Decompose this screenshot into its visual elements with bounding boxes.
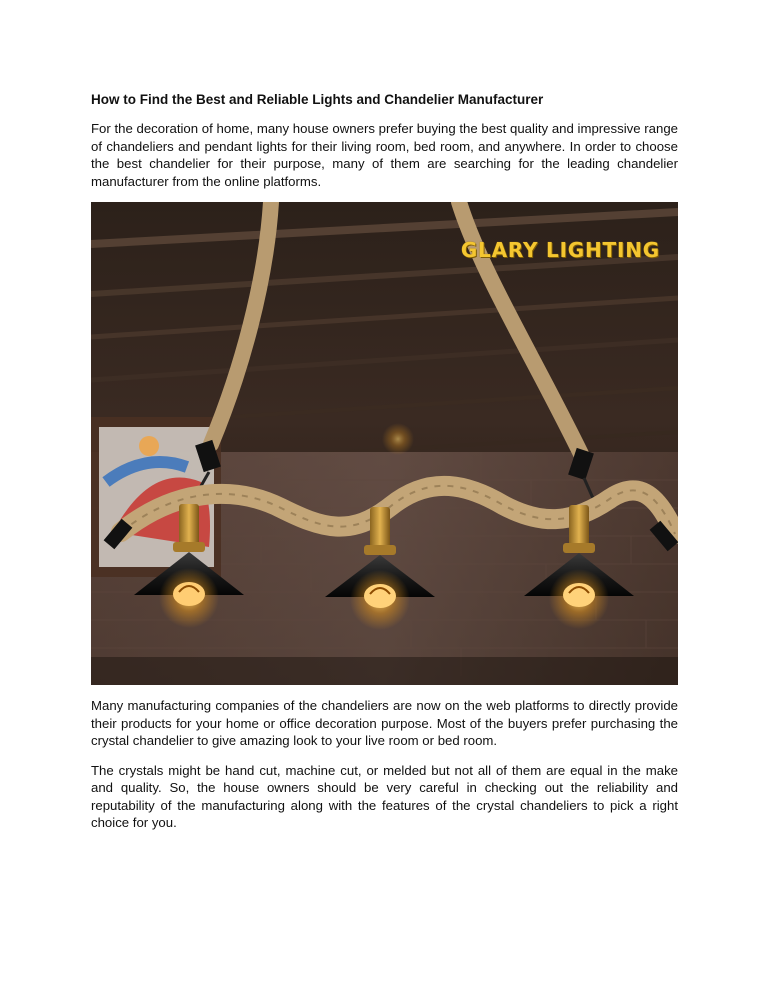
chandelier-illustration — [91, 202, 678, 685]
intro-paragraph: For the decoration of home, many house owners prefer buying the best quality and impressive range of chandeliers and pendant lights for their living room, bed room, and anywhere. In order to choose the best chandelier for their purpose, many of them are searching for the leading chandelier manufacturer from the online platforms. — [91, 121, 678, 189]
chandelier-photo — [91, 202, 678, 685]
crystals-paragraph: The crystals might be hand cut, machine cut, or melded but not all of them are equal in the make and quality. So, the house owners should be very careful in checking out the reliability and reputability of the manufacturing along with the features of the crystal chandeliers to pick a right choice for you. — [91, 762, 678, 830]
document-content — [91, 91, 678, 844]
document-title: How to Find the Best and Reliable Lights and Chandelier Manufacturer — [91, 92, 544, 107]
manufacturers-paragraph: Many manufacturing companies of the chandeliers are now on the web platforms to directly provide their products for your home or office decoration purpose. Most of the buyers prefer purchasing the crystal chandelier to give amazing look to your live room or bed room. — [91, 698, 678, 748]
brand-watermark: GLARY LIGHTING — [460, 238, 660, 262]
